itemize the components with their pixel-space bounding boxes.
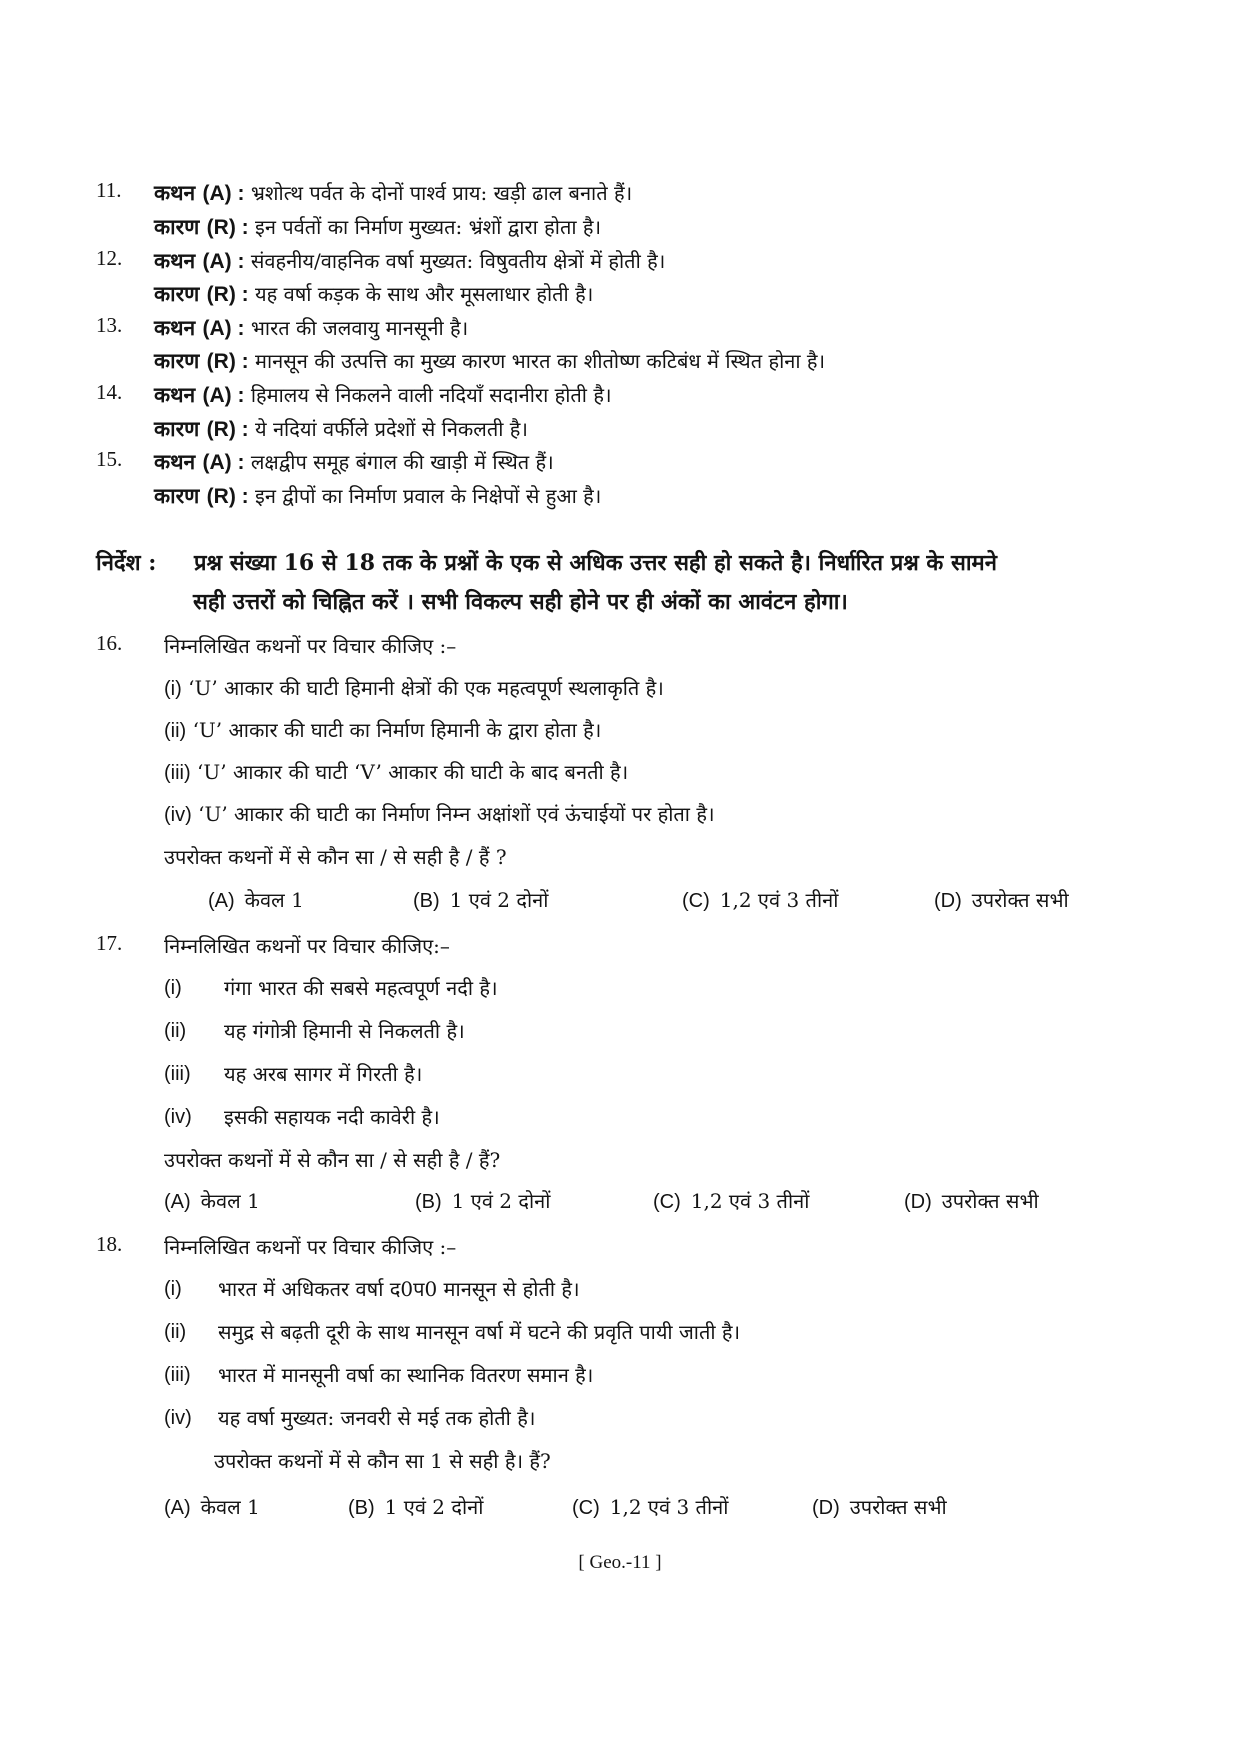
option-label: (A) bbox=[164, 1497, 191, 1519]
statement bbox=[164, 757, 628, 788]
option-b[interactable] bbox=[348, 1492, 483, 1523]
statement-text: ‘U’ आकार की घाटी का निर्माण निम्न अक्षांशों एवं ऊंचाईयों पर होता है। bbox=[198, 802, 715, 826]
statement-roman: (iv) bbox=[164, 804, 192, 826]
statement bbox=[164, 715, 601, 746]
option-label: (B) bbox=[348, 1497, 375, 1519]
statement-text: यह अरब सागर में गिरती है। bbox=[224, 1062, 423, 1086]
option-text: उपरोक्त सभी bbox=[941, 1189, 1039, 1213]
reason-text: ये नदियां वर्फीले प्रदेशों से निकलती है। bbox=[255, 417, 528, 441]
assertion-line bbox=[154, 178, 632, 209]
statement-text: यह वर्षा मुख्यत: जनवरी से मई तक होती है। bbox=[218, 1406, 536, 1430]
reason-line bbox=[154, 481, 601, 512]
option-text: 1,2 एवं 3 तीनों bbox=[609, 1495, 729, 1519]
statement-roman: (iii) bbox=[164, 1364, 191, 1386]
option-label: (A) bbox=[208, 890, 235, 912]
option-a[interactable] bbox=[164, 1492, 260, 1523]
question-number: 14. bbox=[96, 380, 123, 404]
option-d[interactable] bbox=[934, 885, 1069, 916]
assertion-label: कथन (A) : bbox=[154, 315, 245, 340]
assertion-text: लक्षद्वीप समूह बंगाल की खाड़ी में स्थित हैं। bbox=[250, 450, 554, 474]
question-number: 15. bbox=[96, 447, 123, 471]
statement-text: ‘U’ आकार की घाटी हिमानी क्षेत्रों की एक महत्वपूर्ण स्थलाकृति है। bbox=[188, 676, 664, 700]
question-number: 11. bbox=[96, 178, 122, 202]
option-text: केवल 1 bbox=[200, 1495, 260, 1519]
option-a[interactable] bbox=[208, 885, 304, 916]
reason-text: यह वर्षा कड़क के साथ और मूसलाधार होती है। bbox=[255, 282, 594, 306]
directive-line-1: प्रश्न संख्या 16 से 18 तक के प्रश्नों के एक से अधिक उत्तर सही हो सकते है। निर्धारित प्रश्न के सामने bbox=[194, 550, 997, 576]
reason-text: इन द्वीपों का निर्माण प्रवाल के निक्षेपों से हुआ है। bbox=[255, 484, 602, 508]
option-label: (C) bbox=[572, 1497, 600, 1519]
reason-label: कारण (R) : bbox=[154, 281, 249, 306]
statement-roman: (i) bbox=[164, 977, 182, 999]
option-text: उपरोक्त सभी bbox=[849, 1495, 947, 1519]
statement-text: इसकी सहायक नदी कावेरी है। bbox=[224, 1105, 440, 1129]
option-c[interactable] bbox=[653, 1186, 809, 1217]
option-label: (D) bbox=[904, 1191, 932, 1213]
option-label: (D) bbox=[934, 890, 962, 912]
option-text: उपरोक्त सभी bbox=[971, 888, 1069, 912]
reason-line bbox=[154, 279, 593, 310]
reason-text: इन पर्वतों का निर्माण मुख्यत: भ्रंशों द्वारा होता है। bbox=[255, 215, 602, 239]
reason-label: कारण (R) : bbox=[154, 348, 249, 373]
option-text: 1 एवं 2 दोनों bbox=[449, 888, 549, 912]
option-label: (B) bbox=[413, 890, 440, 912]
question-number: 17. bbox=[96, 931, 123, 955]
statement bbox=[164, 673, 664, 704]
statement-text: यह गंगोत्री हिमानी से निकलती है। bbox=[224, 1019, 465, 1043]
statement-roman: (i) bbox=[164, 678, 182, 700]
assertion-line bbox=[154, 380, 612, 411]
option-label: (D) bbox=[812, 1497, 840, 1519]
reason-line bbox=[154, 414, 528, 445]
reason-label: कारण (R) : bbox=[154, 483, 249, 508]
question-prompt: निम्नलिखित कथनों पर विचार कीजिए :– bbox=[164, 1235, 457, 1259]
statement-text: ‘U’ आकार की घाटी का निर्माण हिमानी के द्वारा होता है। bbox=[192, 718, 602, 742]
question-text: उपरोक्त कथनों में से कौन सा / से सही है / हैं ? bbox=[164, 845, 507, 869]
option-label: (B) bbox=[415, 1191, 442, 1213]
question-number: 16. bbox=[96, 631, 123, 655]
option-text: 1,2 एवं 3 तीनों bbox=[719, 888, 839, 912]
statement-roman: (i) bbox=[164, 1278, 182, 1300]
assertion-text: हिमालय से निकलने वाली नदियाँ सदानीरा होती है। bbox=[250, 383, 612, 407]
statement-roman: (ii) bbox=[164, 1321, 187, 1343]
statement bbox=[164, 799, 715, 830]
statement-text: समुद्र से बढ़ती दूरी के साथ मानसून वर्षा में घटने की प्रवृति पायी जाती है। bbox=[218, 1320, 741, 1344]
assertion-text: संवहनीय/वाहनिक वर्षा मुख्यत: विषुवतीय क्षेत्रों में होती है। bbox=[250, 249, 666, 273]
reason-label: कारण (R) : bbox=[154, 416, 249, 441]
option-text: केवल 1 bbox=[200, 1189, 260, 1213]
assertion-line bbox=[154, 313, 468, 344]
question-text: उपरोक्त कथनों में से कौन सा / से सही है / हैं? bbox=[164, 1148, 501, 1172]
option-label: (A) bbox=[164, 1191, 191, 1213]
statement-roman: (ii) bbox=[164, 720, 187, 742]
option-b[interactable] bbox=[413, 885, 548, 916]
option-text: केवल 1 bbox=[244, 888, 304, 912]
question-prompt: निम्नलिखित कथनों पर विचार कीजिए :– bbox=[164, 634, 457, 658]
option-d[interactable] bbox=[812, 1492, 947, 1523]
directive-line-2: सही उत्तरों को चिह्नित करें । सभी विकल्प सही होने पर ही अंकों का आवंटन होगा। bbox=[193, 589, 848, 615]
assertion-line bbox=[154, 447, 554, 478]
option-text: 1 एवं 2 दोनों bbox=[451, 1189, 551, 1213]
statement-text: भारत में अधिकतर वर्षा द0प0 मानसून से होती है। bbox=[218, 1277, 580, 1301]
question-number: 12. bbox=[96, 246, 123, 270]
assertion-label: कथन (A) : bbox=[154, 449, 245, 474]
assertion-text: भ्रशोत्थ पर्वत के दोनों पार्श्व प्राय: खड़ी ढाल बनाते हैं। bbox=[250, 181, 633, 205]
assertion-label: कथन (A) : bbox=[154, 382, 245, 407]
reason-label: कारण (R) : bbox=[154, 214, 249, 239]
option-c[interactable] bbox=[572, 1492, 728, 1523]
directive-block bbox=[96, 542, 1156, 630]
reason-line bbox=[154, 346, 825, 377]
statement-roman: (iv) bbox=[164, 1106, 192, 1128]
question-text: उपरोक्त कथनों में से कौन सा 1 से सही है। हैं? bbox=[214, 1449, 551, 1473]
reason-text: मानसून की उत्पत्ति का मुख्य कारण भारत का शीतोष्ण कटिबंध में स्थित होना है। bbox=[255, 349, 826, 373]
page-footer: [ Geo.-11 ] bbox=[578, 1552, 662, 1573]
statement-text: ‘U’ आकार की घाटी ‘V’ आकार की घाटी के बाद बनती है। bbox=[197, 760, 629, 784]
option-label: (C) bbox=[682, 890, 710, 912]
option-d[interactable] bbox=[904, 1186, 1039, 1217]
question-number: 18. bbox=[96, 1232, 123, 1256]
statement-roman: (ii) bbox=[164, 1020, 187, 1042]
statement-roman: (iv) bbox=[164, 1407, 192, 1429]
statement-text: भारत में मानसूनी वर्षा का स्थानिक वितरण समान है। bbox=[218, 1363, 594, 1387]
assertion-line bbox=[154, 246, 665, 277]
question-number: 13. bbox=[96, 313, 123, 337]
statement-roman: (iii) bbox=[164, 1063, 191, 1085]
option-a[interactable] bbox=[164, 1186, 260, 1217]
option-label: (C) bbox=[653, 1191, 681, 1213]
assertion-label: कथन (A) : bbox=[154, 180, 245, 205]
option-c[interactable] bbox=[682, 885, 838, 916]
option-text: 1 एवं 2 दोनों bbox=[384, 1495, 484, 1519]
reason-line bbox=[154, 212, 601, 243]
assertion-text: भारत की जलवायु मानसूनी है। bbox=[250, 316, 469, 340]
statement-roman: (iii) bbox=[164, 762, 191, 784]
statement-text: गंगा भारत की सबसे महत्वपूर्ण नदी है। bbox=[224, 976, 498, 1000]
option-b[interactable] bbox=[415, 1186, 550, 1217]
question-prompt: निम्नलिखित कथनों पर विचार कीजिए:– bbox=[164, 934, 450, 958]
directive-label: निर्देश : bbox=[96, 550, 157, 576]
option-text: 1,2 एवं 3 तीनों bbox=[690, 1189, 810, 1213]
assertion-label: कथन (A) : bbox=[154, 248, 245, 273]
